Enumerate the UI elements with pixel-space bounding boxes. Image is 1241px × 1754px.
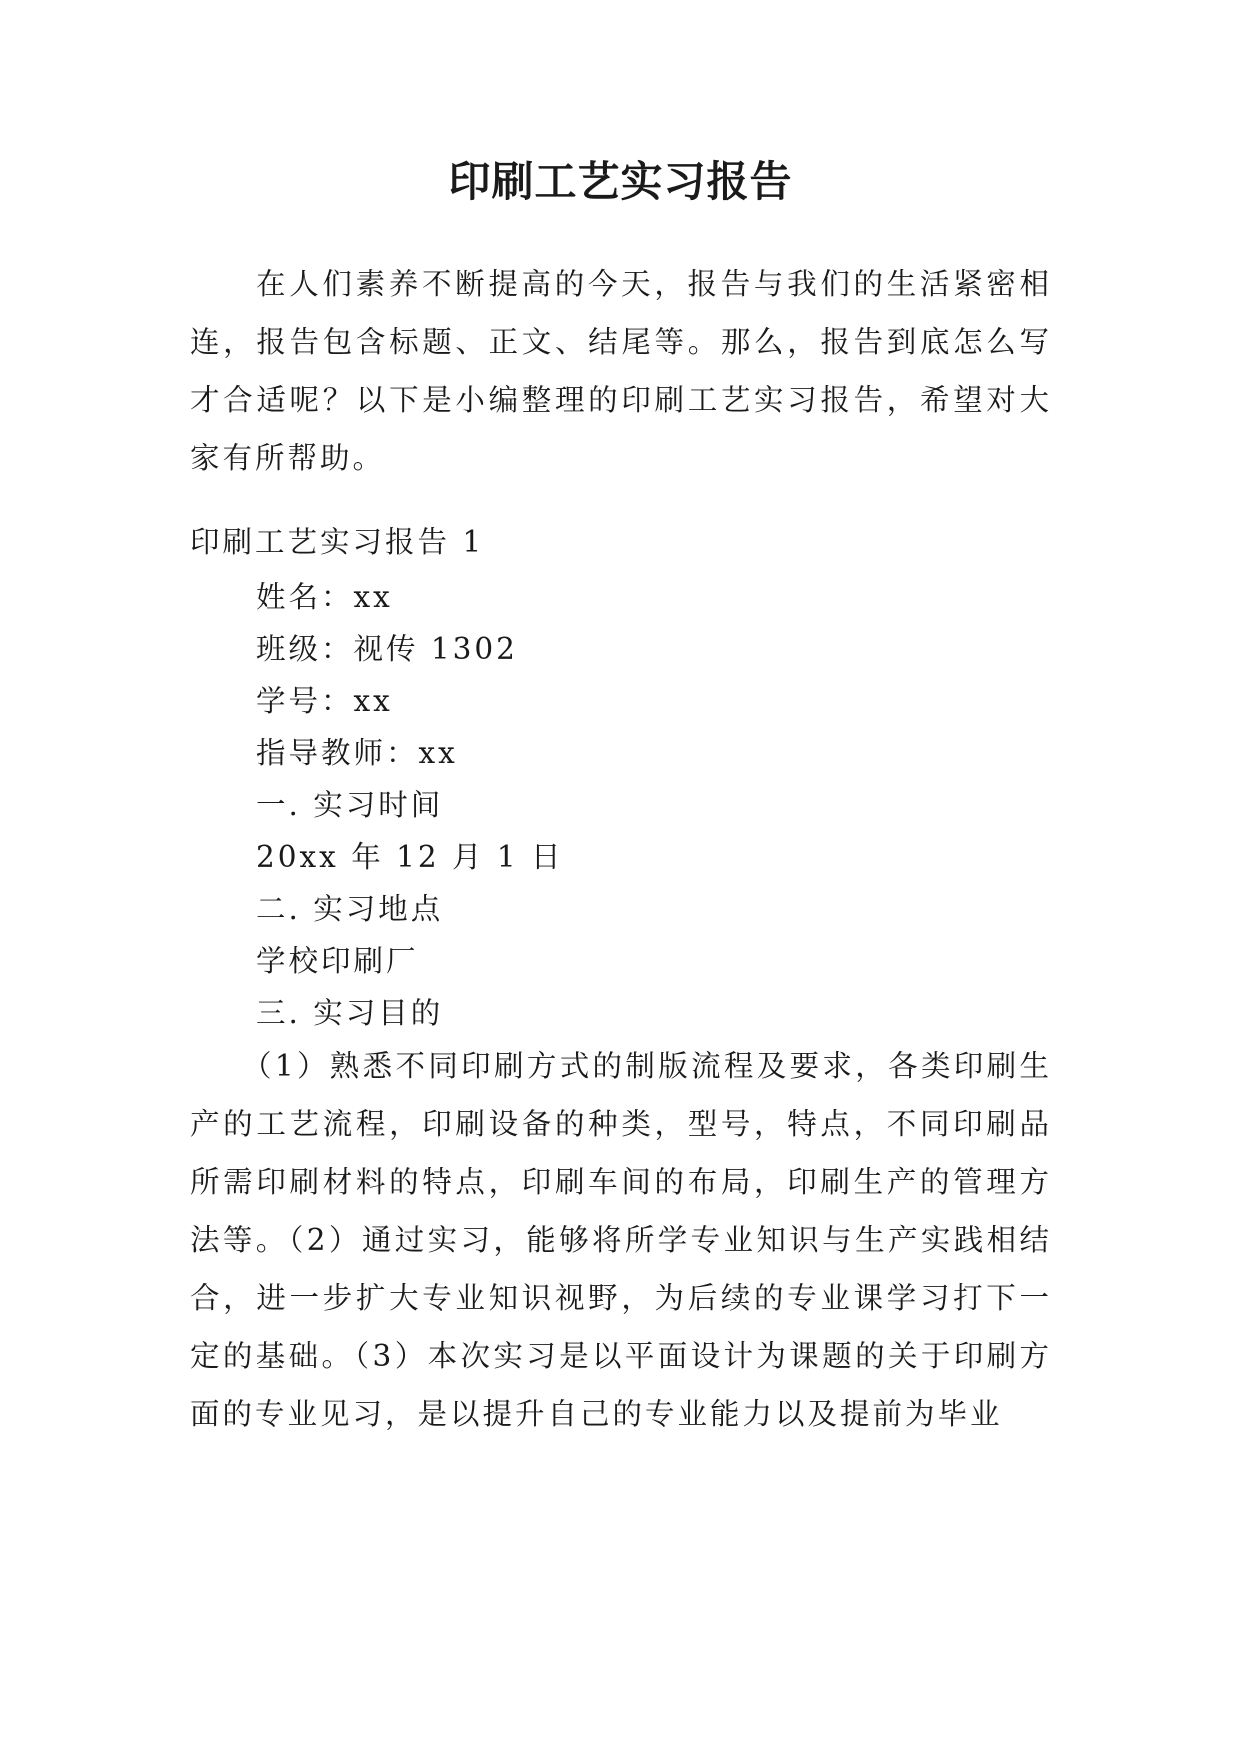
field-name: 姓名：xx [256, 580, 393, 614]
section-heading: 印刷工艺实习报告 1 [190, 525, 485, 559]
purpose-heading: 三. 实习目的 [256, 996, 444, 1030]
time-value: 20xx 年 12 月 1 日 [256, 840, 564, 874]
field-class: 班级：视传 1302 [256, 632, 518, 666]
purpose-paragraph: （1）熟悉不同印刷方式的制版流程及要求，各类印刷生产的工艺流程，印刷设备的种类，型号，特点，不同印刷品所需印刷材料的特点，印刷车间的布局，印刷生产的管理方法等。（2）通过实习，能够将所学专业知识与生产实践相结合，进一步扩大专业知识视野，为后续的专业课学习打下一定的基础。（3）本次实习是以平面设计为课题的关于印刷方面的专业见习，是以提升自己的专业能力以及提前为毕业 [190, 1049, 1052, 1431]
time-heading: 一. 实习时间 [256, 788, 444, 822]
document-title: 印刷工艺实习报告 [448, 157, 793, 206]
place-value: 学校印刷厂 [256, 944, 419, 978]
field-student-id: 学号：xx [256, 684, 393, 718]
field-advisor: 指导教师：xx [256, 736, 458, 770]
intro-paragraph: 在人们素养不断提高的今天，报告与我们的生活紧密相连，报告包含标题、正文、结尾等。那么，报告到底怎么写才合适呢？以下是小编整理的印刷工艺实习报告，希望对大家有所帮助。 [190, 267, 1052, 475]
place-heading: 二. 实习地点 [256, 892, 444, 926]
